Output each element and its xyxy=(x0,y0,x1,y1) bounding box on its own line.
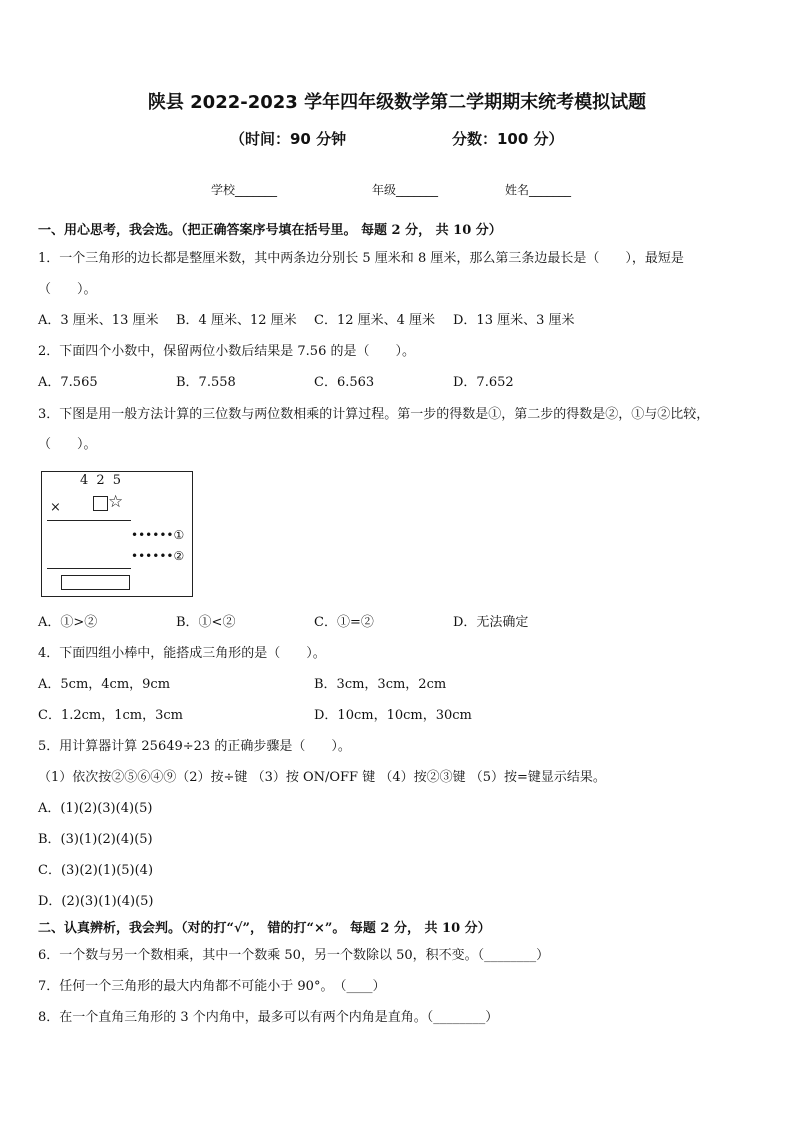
multiplication-figure xyxy=(41,471,193,597)
q4-option-d: D．10cm，10cm，30cm xyxy=(314,708,472,723)
q5-option-d: D．(2)(3)(1)(4)(5) xyxy=(38,894,154,909)
q3-text: 3．下图是用一般方法计算的三位数与两位数相乘的计算过程。第一步的得数是①，第二步的得数是②，①与②比较， xyxy=(38,407,710,422)
q5-option-c: C．(3)(2)(1)(5)(4) xyxy=(38,863,154,878)
q3-text-cont: （ ）。 xyxy=(38,437,97,452)
figure-star-icon: ☆ xyxy=(108,492,124,512)
figure-rule-top xyxy=(47,520,131,521)
page-title: 陕县 2022-2023 学年四年级数学第二学期期末统考模拟试题 xyxy=(147,92,647,113)
figure-multiplicand: 4 2 5 xyxy=(80,473,124,488)
q1-option-d: D．13 厘米、3 厘米 xyxy=(453,313,575,328)
exam-time: （时间：90 分钟 xyxy=(230,130,347,148)
q1-option-b: B．4 厘米、12 厘米 xyxy=(176,313,297,328)
grade-field: 年级_______ xyxy=(372,183,439,197)
q7-text: 7．任何一个三角形的最大内角都不可能小于 90°。 （____） xyxy=(38,979,386,994)
figure-step-2: ••••••② xyxy=(131,549,185,563)
q4-option-b: B．3cm，3cm，2cm xyxy=(314,677,447,692)
q1-text-cont: （ ）。 xyxy=(38,282,97,297)
figure-answer-box xyxy=(61,575,130,590)
q2-option-a: A．7.565 xyxy=(38,375,98,390)
q4-option-c: C．1.2cm，1cm，3cm xyxy=(38,708,183,723)
q1-option-c: C．12 厘米、4 厘米 xyxy=(314,313,436,328)
q5-steps: （1）依次按②⑤⑥④⑨（2）按÷键 （3）按 ON/OFF 键 （4）按②③键 （5）按=键显示结果。 xyxy=(38,770,606,785)
figure-times-sign: × xyxy=(50,500,61,515)
q3-option-a: A．①>② xyxy=(38,615,98,630)
figure-rule-bottom xyxy=(47,568,131,569)
q2-text: 2．下面四个小数中，保留两位小数后结果是 7.56 的是（ ）。 xyxy=(38,344,415,359)
q1-option-a: A．3 厘米、13 厘米 xyxy=(38,313,159,328)
school-field: 学校_______ xyxy=(211,183,278,197)
figure-square-placeholder xyxy=(93,496,108,511)
q2-option-c: C．6.563 xyxy=(314,375,375,390)
section2-heading: 二、认真辨析，我会判。（对的打“√”， 错的打“×”。 每题 2 分， 共 10 分） xyxy=(38,921,491,936)
q5-text: 5．用计算器计算 25649÷23 的正确步骤是（ ）。 xyxy=(38,739,351,754)
q4-option-a: A．5cm，4cm，9cm xyxy=(38,677,171,692)
q2-option-b: B．7.558 xyxy=(176,375,236,390)
q3-option-c: C．①=② xyxy=(314,615,374,630)
figure-step-1: ••••••① xyxy=(131,528,185,542)
exam-score: 分数：100 分） xyxy=(452,130,564,148)
q2-option-d: D．7.652 xyxy=(453,375,514,390)
q4-text: 4．下面四组小棒中，能搭成三角形的是（ ）。 xyxy=(38,646,326,661)
q6-text: 6．一个数与另一个数相乘，其中一个数乘 50，另一个数除以 50，积不变。（________） xyxy=(38,948,550,963)
q3-option-b: B．①<② xyxy=(176,615,236,630)
section1-heading: 一、用心思考，我会选。（把正确答案序号填在括号里。 每题 2 分， 共 10 分） xyxy=(38,223,502,238)
q8-text: 8．在一个直角三角形的 3 个内角中，最多可以有两个内角是直角。（________） xyxy=(38,1010,499,1025)
q1-text: 1．一个三角形的边长都是整厘米数，其中两条边分别长 5 厘米和 8 厘米，那么第三条边最长是（ ），最短是 xyxy=(38,251,684,266)
q5-option-a: A．(1)(2)(3)(4)(5) xyxy=(38,801,153,816)
q3-option-d: D．无法确定 xyxy=(453,615,529,630)
name-field: 姓名_______ xyxy=(505,183,572,197)
q5-option-b: B．(3)(1)(2)(4)(5) xyxy=(38,832,153,847)
